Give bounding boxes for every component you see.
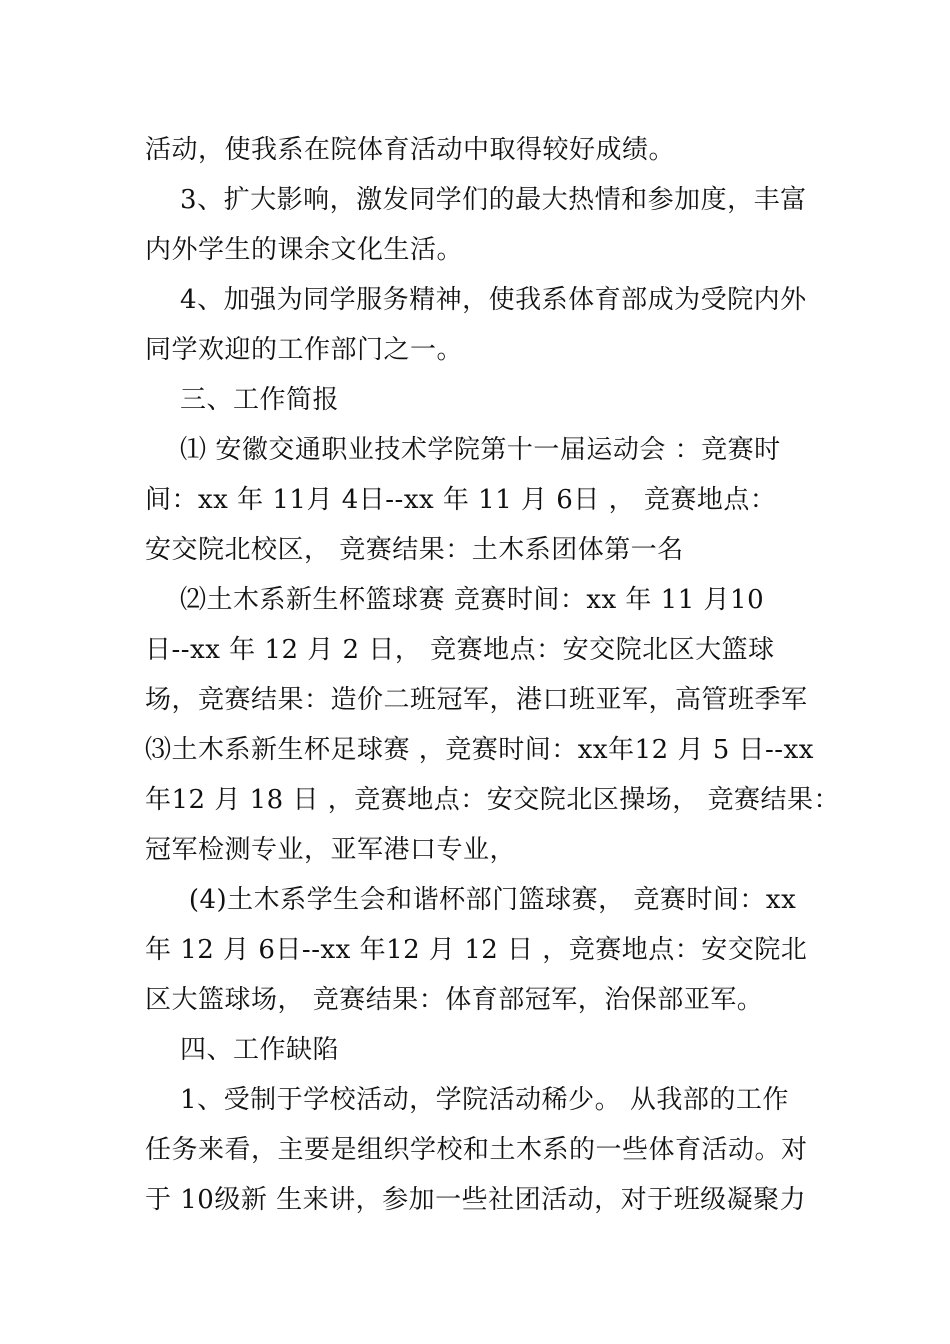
text-line: 日--xx 年 12 月 2 日， 竞赛地点：安交院北区大篮球: [145, 635, 775, 665]
text-line: 间：xx 年 11月 4日--xx 年 11 月 6日 ， 竞赛地点：: [145, 485, 777, 515]
section-heading: 四、工作缺陷: [145, 1035, 340, 1065]
text-line: ⑴ 安徽交通职业技术学院第十一届运动会 ：竞赛时: [145, 435, 781, 465]
text-line: 内外学生的课余文化生活。: [145, 235, 464, 265]
text-line: 区大篮球场， 竞赛结果：体育部冠军，治保部亚军。: [145, 985, 764, 1015]
text-line: 冠军检测专业，亚军港口专业，: [145, 835, 517, 865]
text-line: 1、受制于学校活动，学院活动稀少。 从我部的工作: [145, 1085, 789, 1115]
text-line: 4、加强为同学服务精神，使我系体育部成为受院内外: [145, 285, 807, 315]
text-line: ⑶土木系新生杯足球赛 ，竞赛时间：xx年12 月 5 日--xx: [145, 735, 814, 765]
text-line: ⑵土木系新生杯篮球赛 竞赛时间：xx 年 11 月10: [145, 585, 765, 615]
text-line: (4)土木系学生会和谐杯部门篮球赛， 竞赛时间：xx: [145, 885, 797, 915]
text-line: 场，竞赛结果：造价二班冠军，港口班亚军，高管班季军: [145, 685, 808, 715]
text-line: 任务来看，主要是组织学校和土木系的一些体育活动。对: [145, 1135, 808, 1165]
text-line: 年 12 月 6日--xx 年12 月 12 日 ，竞赛地点：安交院北: [145, 935, 808, 965]
section-heading: 三、工作简报: [145, 385, 340, 415]
text-line: 年12 月 18 日 ，竞赛地点：安交院北区操场， 竞赛结果：: [145, 785, 840, 815]
text-line: 3、扩大影响，激发同学们的最大热情和参加度，丰富: [145, 185, 807, 215]
text-line: 安交院北校区， 竞赛结果：土木系团体第一名: [145, 535, 684, 565]
text-line: 活动，使我系在院体育活动中取得较好成绩。: [145, 135, 676, 165]
text-line: 于 10级新 生来讲，参加一些社团活动，对于班级凝聚力: [145, 1185, 807, 1215]
text-line: 同学欢迎的工作部门之一。: [145, 335, 464, 365]
